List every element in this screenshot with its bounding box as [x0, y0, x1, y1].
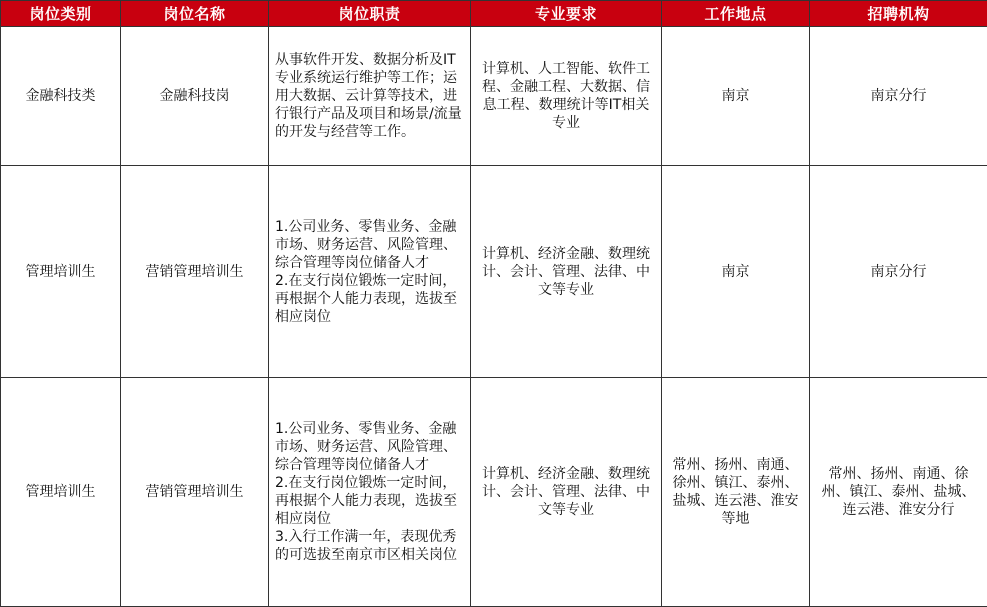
location-cell: 常州、扬州、南通、徐州、镇江、泰州、盐城、连云港、淮安等地 [662, 378, 810, 607]
position-cell: 营销管理培训生 [121, 166, 269, 378]
category-cell: 管理培训生 [1, 378, 121, 607]
table-row [1, 166, 987, 378]
header-major: 专业要求 [471, 1, 662, 27]
header-position: 岗位名称 [121, 1, 269, 27]
table-row [1, 378, 987, 607]
duties-cell: 1.公司业务、零售业务、金融市场、财务运营、风险管理、综合管理等岗位储备人才 2.在支行岗位锻炼一定时间，再根据个人能力表现，选拔至相应岗位 [269, 166, 471, 378]
major-cell: 计算机、经济金融、数理统计、会计、管理、法律、中文等专业 [471, 166, 662, 378]
location-cell: 南京 [662, 166, 810, 378]
location-cell: 南京 [662, 27, 810, 166]
major-cell: 计算机、人工智能、软件工程、金融工程、大数据、信息工程、数理统计等IT相关专业 [471, 27, 662, 166]
category-cell: 金融科技类 [1, 27, 121, 166]
org-cell: 南京分行 [810, 27, 987, 166]
header-category: 岗位类别 [1, 1, 121, 27]
header-org: 招聘机构 [810, 1, 987, 27]
duties-cell: 从事软件开发、数据分析及IT专业系统运行维护等工作；运用大数据、云计算等技术，进行银行产品及项目和场景/流量的开发与经营等工作。 [269, 27, 471, 166]
table-header-row [1, 1, 987, 27]
major-cell: 计算机、经济金融、数理统计、会计、管理、法律、中文等专业 [471, 378, 662, 607]
org-cell: 南京分行 [810, 166, 987, 378]
org-cell: 常州、扬州、南通、徐州、镇江、泰州、盐城、连云港、淮安分行 [810, 378, 987, 607]
category-cell: 管理培训生 [1, 166, 121, 378]
header-location: 工作地点 [662, 1, 810, 27]
table-row [1, 27, 987, 166]
header-duties: 岗位职责 [269, 1, 471, 27]
duties-cell: 1.公司业务、零售业务、金融市场、财务运营、风险管理、综合管理等岗位储备人才 2.在支行岗位锻炼一定时间，再根据个人能力表现，选拔至相应岗位 3.入行工作满一年，表现优秀的可选拔至南京市区相关岗位 [269, 378, 471, 607]
position-cell: 营销管理培训生 [121, 378, 269, 607]
position-cell: 金融科技岗 [121, 27, 269, 166]
